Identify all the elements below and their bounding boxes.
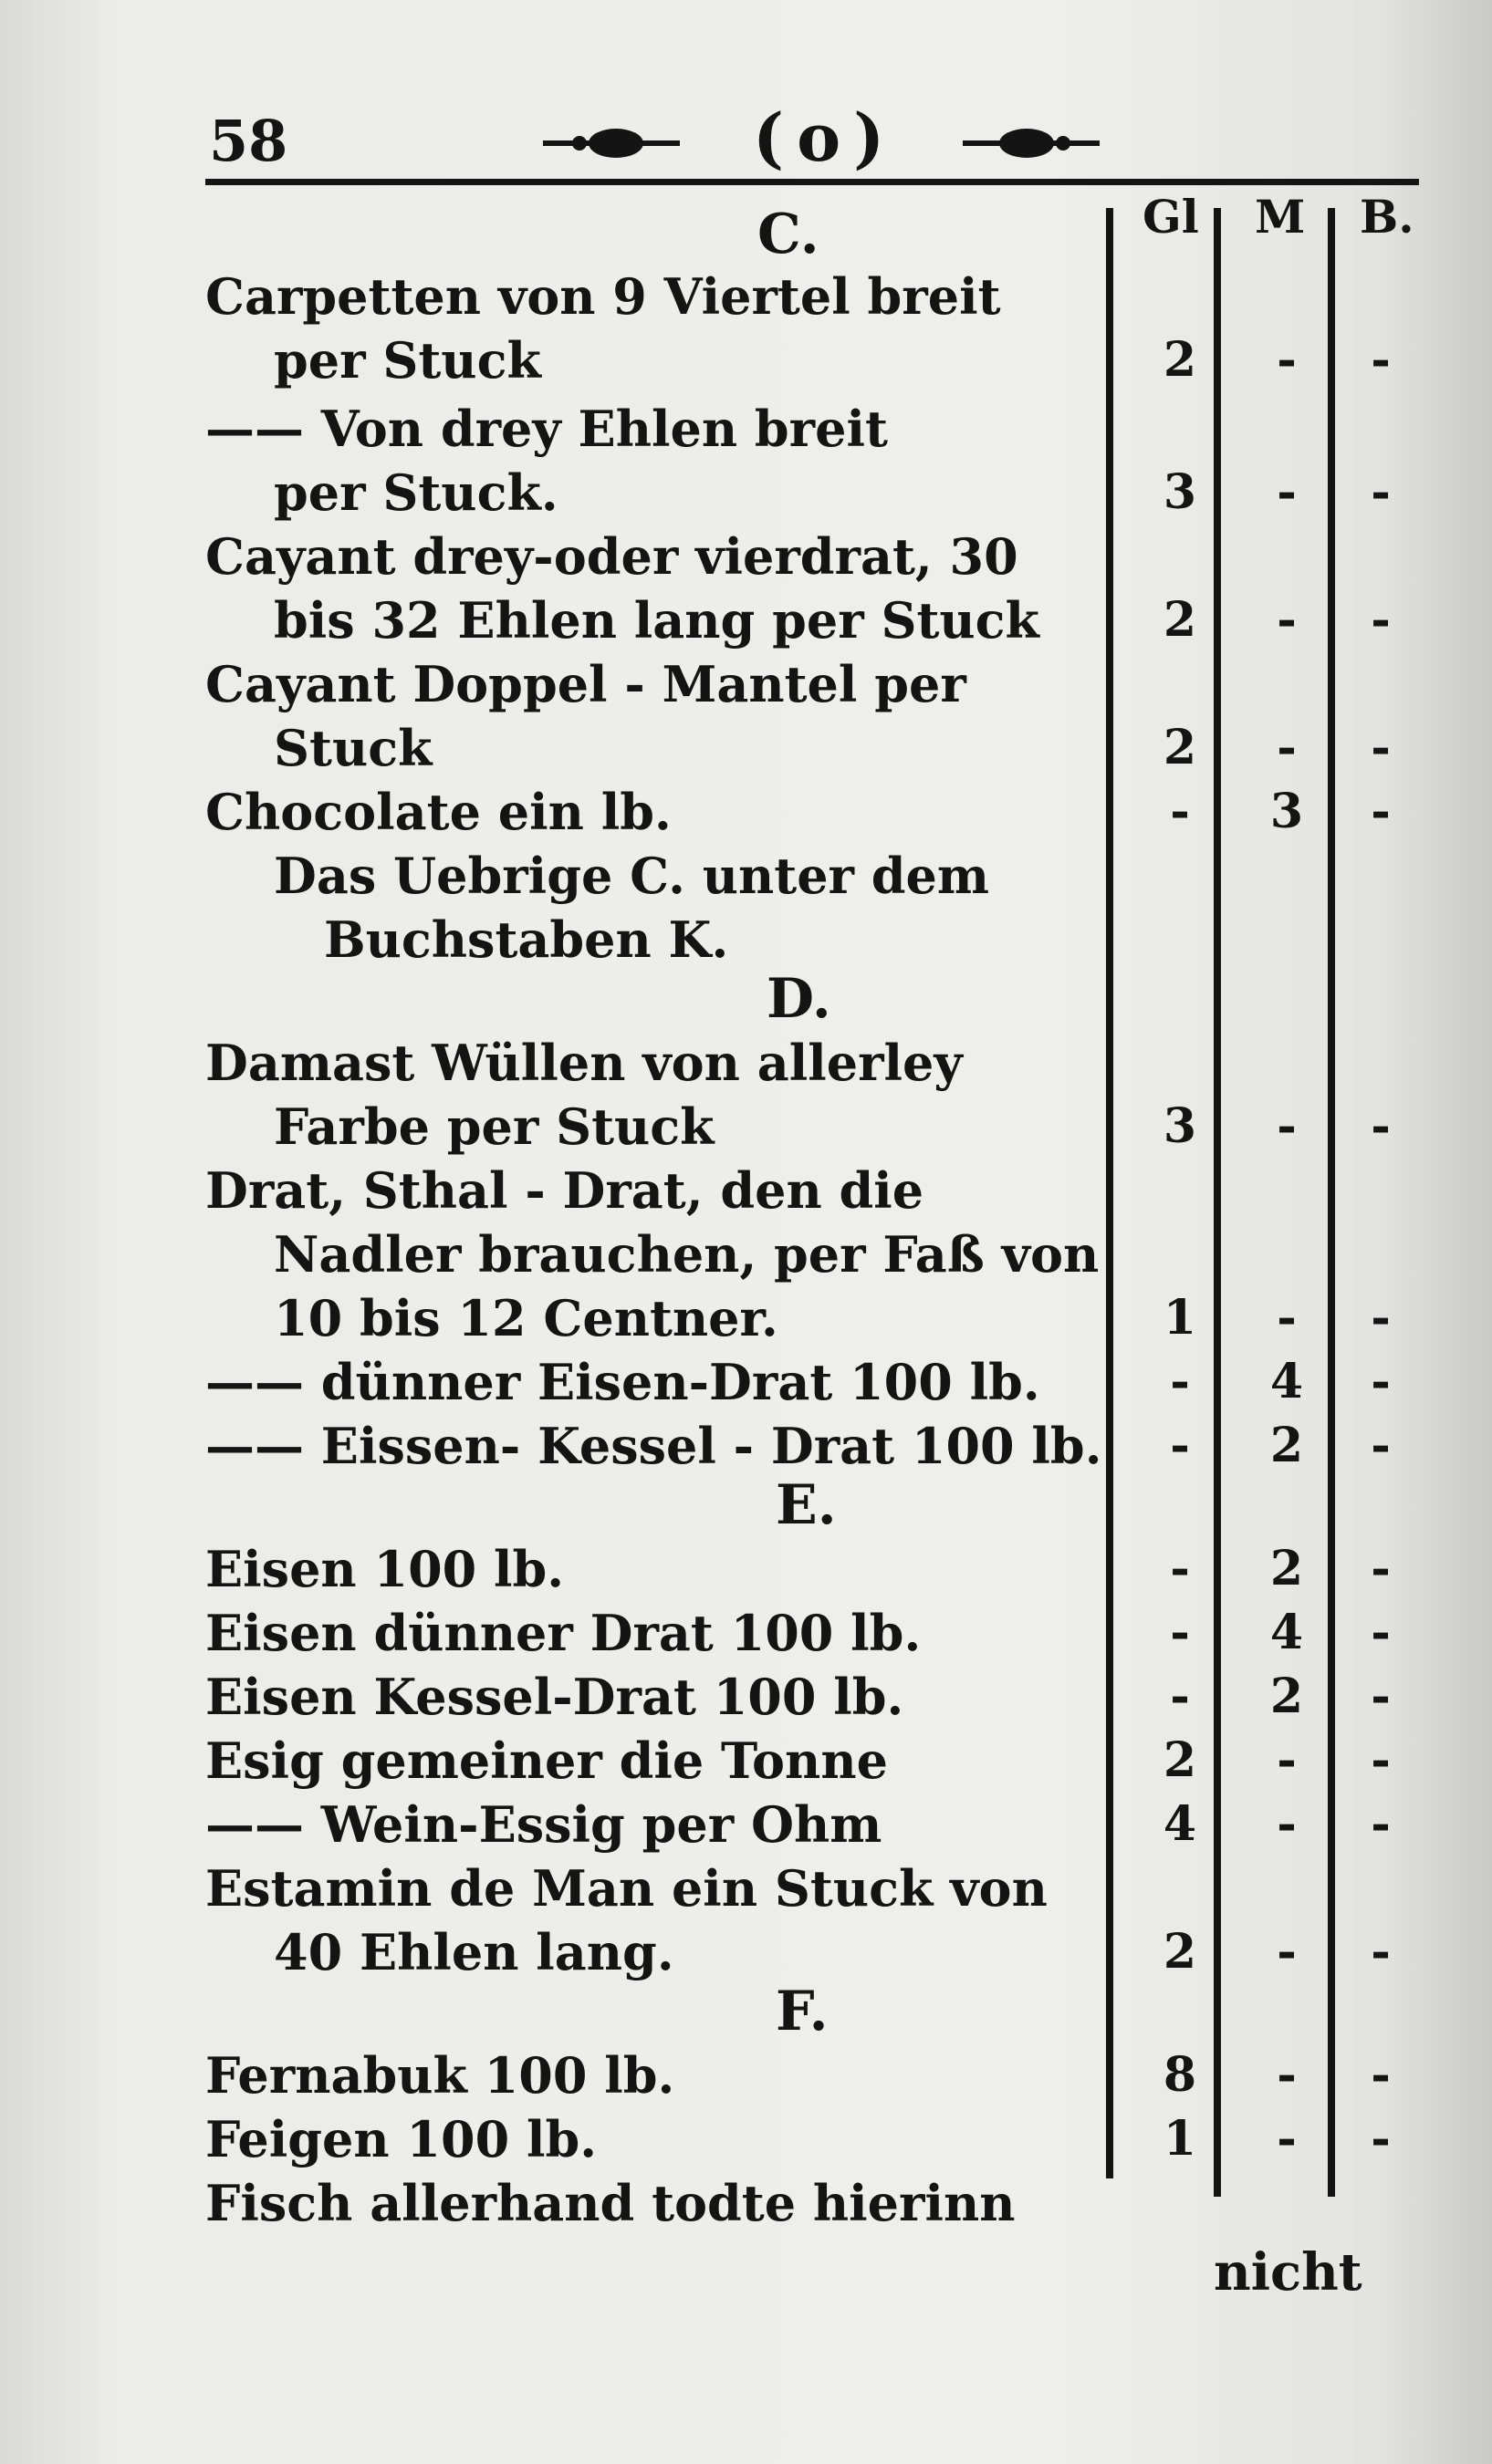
page-number: 58 — [209, 108, 288, 174]
value-b: - — [1371, 784, 1391, 839]
column-rule-3 — [1328, 208, 1335, 2197]
section-heading-e: E. — [776, 1473, 837, 1537]
section-heading-c: C. — [757, 203, 819, 266]
value-b: - — [1371, 2111, 1391, 2167]
entry-line: Eisen Kessel-Drat 100 lb. — [205, 1668, 904, 1726]
value-gulden: 2 — [1163, 592, 1197, 648]
value-mark: - — [1277, 1732, 1297, 1788]
value-b: - — [1371, 1605, 1391, 1660]
ornament-left-icon — [543, 128, 680, 159]
value-gulden: - — [1170, 1541, 1190, 1596]
value-gulden: 2 — [1163, 1924, 1197, 1980]
value-gulden: 8 — [1163, 2047, 1197, 2103]
section-heading-f: F. — [776, 1980, 829, 2043]
entry-line: —— Wein-Essig per Ohm — [205, 1795, 882, 1854]
value-b: - — [1371, 1796, 1391, 1852]
entry-line: —— Eissen- Kessel - Drat 100 lb. — [205, 1417, 1102, 1475]
value-b: - — [1371, 1541, 1391, 1596]
entry-line: Chocolate ein lb. — [205, 783, 672, 841]
value-gulden: 1 — [1163, 2111, 1197, 2167]
entry-line: Nadler brauchen, per Faß von — [274, 1225, 1100, 1284]
entry-line: Fernabuk 100 lb. — [205, 2046, 675, 2105]
entry-line: —— dünner Eisen-Drat 100 lb. — [205, 1353, 1040, 1411]
value-b: - — [1371, 1098, 1391, 1154]
value-b: - — [1371, 2047, 1391, 2103]
value-mark: - — [1277, 2111, 1297, 2167]
value-mark: - — [1277, 464, 1297, 520]
value-b: - — [1371, 1732, 1391, 1788]
entry-line: 40 Ehlen lang. — [274, 1923, 674, 1981]
value-gulden: - — [1170, 1669, 1190, 1724]
column-rule-1 — [1106, 208, 1113, 2178]
value-mark: - — [1277, 1290, 1297, 1346]
entry-line: Eisen 100 lb. — [205, 1540, 565, 1598]
value-gulden: 2 — [1163, 1732, 1197, 1788]
entry-line: Drat, Sthal - Drat, den die — [205, 1161, 924, 1220]
value-b: - — [1371, 1418, 1391, 1473]
ornament-right-icon — [963, 128, 1100, 159]
value-mark: 4 — [1269, 1354, 1304, 1409]
entry-line: Buchstaben K. — [324, 910, 729, 969]
entry-line: Fisch allerhand todte hierinn — [205, 2174, 1016, 2232]
value-b: - — [1371, 332, 1391, 388]
column-header-b: B. — [1360, 190, 1414, 244]
value-gulden: - — [1170, 1605, 1190, 1660]
value-mark: 2 — [1269, 1418, 1304, 1473]
value-gulden: 4 — [1163, 1796, 1197, 1852]
value-b: - — [1371, 1924, 1391, 1980]
signature-mark: (o) — [753, 99, 898, 176]
entry-line: 10 bis 12 Centner. — [274, 1289, 778, 1347]
catchword: nicht — [1214, 2242, 1362, 2303]
value-mark: - — [1277, 332, 1297, 388]
value-gulden: 3 — [1163, 464, 1197, 520]
entry-line: bis 32 Ehlen lang per Stuck — [274, 591, 1039, 650]
entry-line: Farbe per Stuck — [274, 1097, 715, 1156]
column-rule-2 — [1214, 208, 1221, 2197]
value-gulden: 3 — [1163, 1098, 1197, 1154]
value-gulden: - — [1170, 1354, 1190, 1409]
value-mark: 2 — [1269, 1541, 1304, 1596]
value-mark: - — [1277, 592, 1297, 648]
entry-line: Eisen dünner Drat 100 lb. — [205, 1604, 922, 1662]
entry-line: Stuck — [274, 719, 433, 777]
entry-line: Das Uebrige C. unter dem — [274, 847, 990, 905]
entry-line: Cayant Doppel - Mantel per — [205, 655, 966, 713]
entry-line: Carpetten von 9 Viertel breit — [205, 267, 1001, 326]
entry-line: Damast Wüllen von allerley — [205, 1034, 963, 1092]
value-gulden: 1 — [1163, 1290, 1197, 1346]
entry-line: per Stuck — [274, 331, 541, 390]
entry-line: Feigen 100 lb. — [205, 2110, 598, 2168]
value-mark: - — [1277, 1796, 1297, 1852]
value-mark: 3 — [1269, 784, 1304, 839]
value-mark: - — [1277, 720, 1297, 775]
value-b: - — [1371, 464, 1391, 520]
entry-line: per Stuck. — [274, 463, 558, 522]
value-gulden: 2 — [1163, 332, 1197, 388]
value-b: - — [1371, 1669, 1391, 1724]
value-mark: 4 — [1269, 1605, 1304, 1660]
entry-line: Esig gemeiner die Tonne — [205, 1731, 888, 1790]
column-header-gulden: Gl — [1142, 190, 1199, 244]
value-mark: - — [1277, 1098, 1297, 1154]
value-gulden: - — [1170, 1418, 1190, 1473]
value-mark: - — [1277, 1924, 1297, 1980]
value-b: - — [1371, 720, 1391, 775]
value-mark: 2 — [1269, 1669, 1304, 1724]
value-b: - — [1371, 1354, 1391, 1409]
value-gulden: 2 — [1163, 720, 1197, 775]
entry-line: Cayant drey-oder vierdrat, 30 — [205, 527, 1018, 586]
value-gulden: - — [1170, 784, 1190, 839]
header-rule — [205, 179, 1419, 185]
value-b: - — [1371, 1290, 1391, 1346]
value-mark: - — [1277, 2047, 1297, 2103]
column-header-mark: M — [1255, 190, 1306, 244]
value-b: - — [1371, 592, 1391, 648]
entry-line: —— Von drey Ehlen breit — [205, 400, 888, 458]
section-heading-d: D. — [767, 967, 831, 1031]
entry-line: Estamin de Man ein Stuck von — [205, 1859, 1048, 1918]
